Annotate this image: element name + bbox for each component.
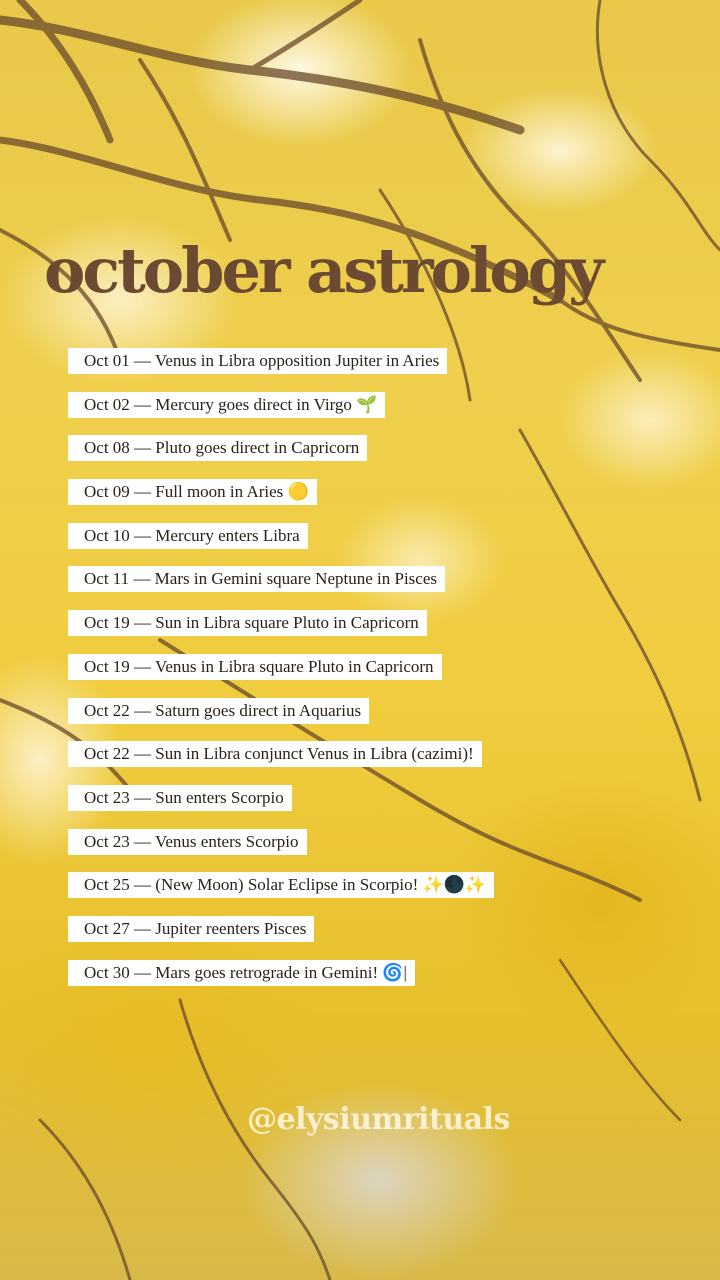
list-item: Oct 27 — Jupiter reenters Pisces: [68, 916, 314, 942]
page-title: october astrology: [44, 234, 602, 307]
list-item: Oct 23 — Venus enters Scorpio: [68, 829, 307, 855]
list-item: Oct 11 — Mars in Gemini square Neptune in Pisces: [68, 566, 445, 592]
list-item: Oct 19 — Sun in Libra square Pluto in Capricorn: [68, 610, 427, 636]
list-item: Oct 08 — Pluto goes direct in Capricorn: [68, 435, 367, 461]
account-handle[interactable]: @elysiumrituals: [247, 1102, 510, 1137]
list-item: Oct 22 — Saturn goes direct in Aquarius: [68, 698, 369, 724]
list-item: Oct 23 — Sun enters Scorpio: [68, 785, 292, 811]
list-item: Oct 09 — Full moon in Aries 🟡: [68, 479, 317, 505]
list-item: Oct 30 — Mars goes retrograde in Gemini! 🌀|: [68, 960, 415, 986]
list-item: Oct 01 — Venus in Libra opposition Jupiter in Aries: [68, 348, 447, 374]
list-item: Oct 19 — Venus in Libra square Pluto in Capricorn: [68, 654, 442, 680]
list-item: Oct 25 — (New Moon) Solar Eclipse in Scorpio! ✨🌑✨: [68, 872, 494, 898]
event-list: [68, 348, 494, 1003]
list-item: Oct 22 — Sun in Libra conjunct Venus in Libra (cazimi)!: [68, 741, 482, 767]
list-item: Oct 10 — Mercury enters Libra: [68, 523, 308, 549]
list-item: Oct 02 — Mercury goes direct in Virgo 🌱: [68, 392, 385, 418]
